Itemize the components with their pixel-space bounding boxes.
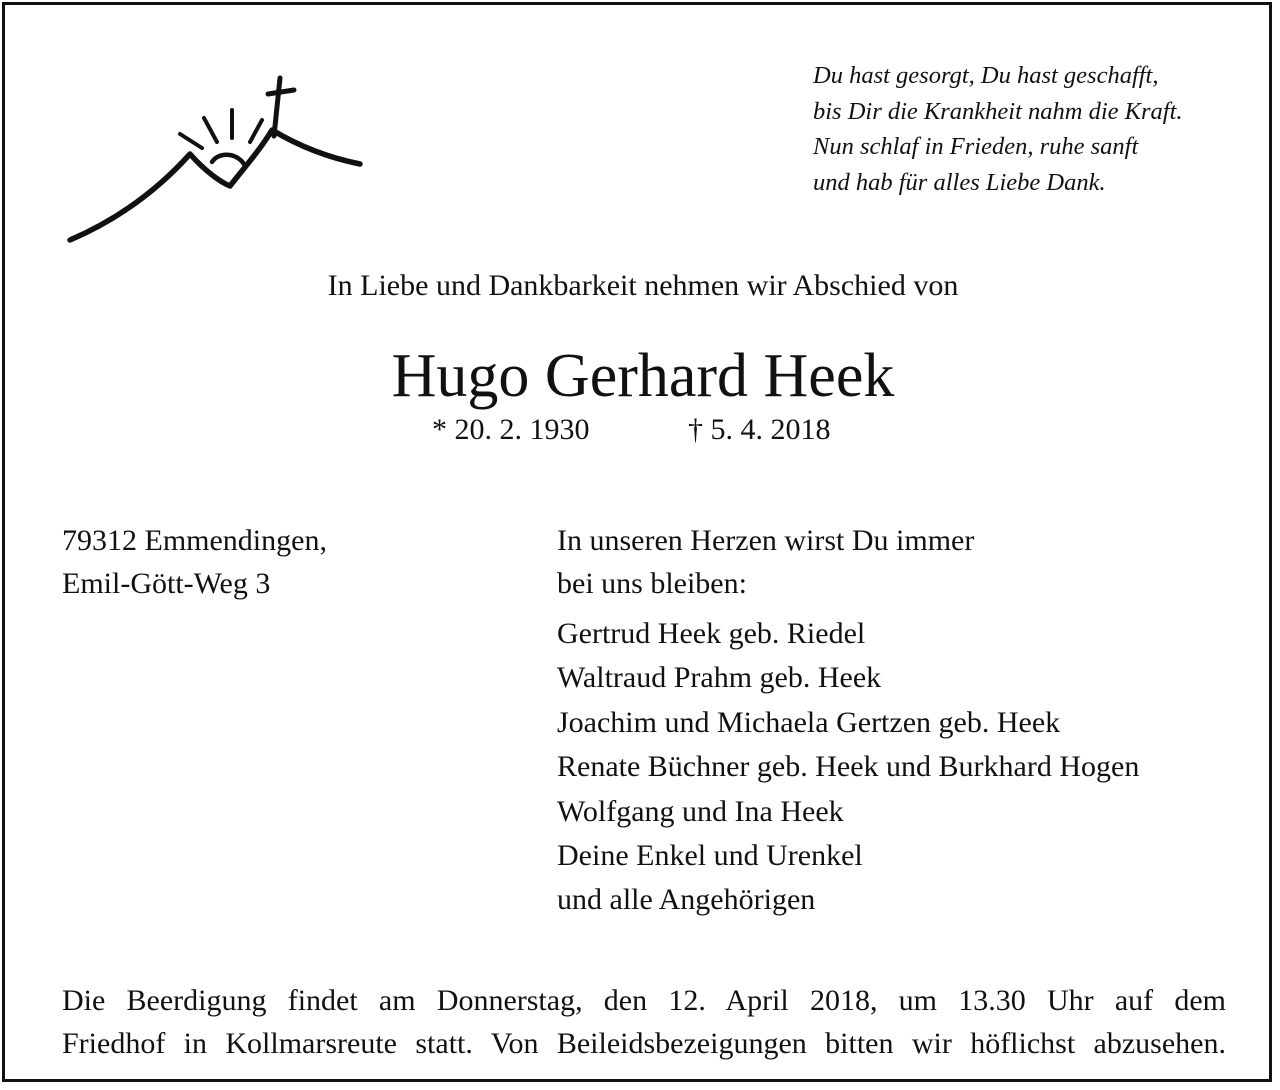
- poem-line: Du hast gesorgt, Du hast geschafft,: [813, 62, 1159, 89]
- address-line: Emil-Gött-Weg 3: [62, 567, 271, 600]
- funeral-line: Friedhof in Kollmarsreute statt. Von Beileidsbezeigungen bitten wir höflichst abzusehen.: [62, 1027, 1226, 1060]
- address: [62, 519, 327, 605]
- deceased-name: Hugo Gerhard Heek: [391, 342, 895, 410]
- mourner: Joachim und Michaela Gertzen geb. Heek: [557, 705, 1061, 739]
- mourner: Renate Büchner geb. Heek und Burkhard Hogen: [557, 750, 1140, 784]
- mourner: Deine Enkel und Urenkel: [557, 838, 863, 872]
- mourner: Waltraud Prahm geb. Heek: [557, 661, 882, 695]
- funeral-notice: [62, 979, 1226, 1065]
- verse-line: bei uns bleiben:: [557, 567, 747, 600]
- mourner: und alle Angehörigen: [557, 883, 816, 917]
- intro-text: In Liebe und Dankbarkeit nehmen wir Abschied von: [327, 269, 959, 302]
- poem: [813, 58, 1253, 200]
- mourner: Wolfgang und Ina Heek: [557, 794, 844, 828]
- mourners-list: [557, 612, 1139, 923]
- poem-line: Nun schlaf in Frieden, ruhe sanft: [813, 133, 1139, 160]
- poem-line: bis Dir die Krankheit nahm die Kraft.: [813, 97, 1183, 125]
- mourner: Gertrud Heek geb. Riedel: [557, 617, 866, 650]
- cross-mountain-sun-icon: [62, 66, 376, 264]
- birth-date: * 20. 2. 1930: [432, 413, 590, 446]
- funeral-line: Die Beerdigung findet am Donnerstag, den 12. April 2018, um 13.30 Uhr auf dem: [62, 984, 1226, 1017]
- death-date: † 5. 4. 2018: [688, 413, 831, 446]
- verse-line: In unseren Herzen wirst Du immer: [557, 524, 975, 557]
- poem-line: und hab für alles Liebe Dank.: [813, 168, 1106, 196]
- address-line: 79312 Emmendingen,: [62, 524, 327, 557]
- memorial-verse: [557, 519, 974, 605]
